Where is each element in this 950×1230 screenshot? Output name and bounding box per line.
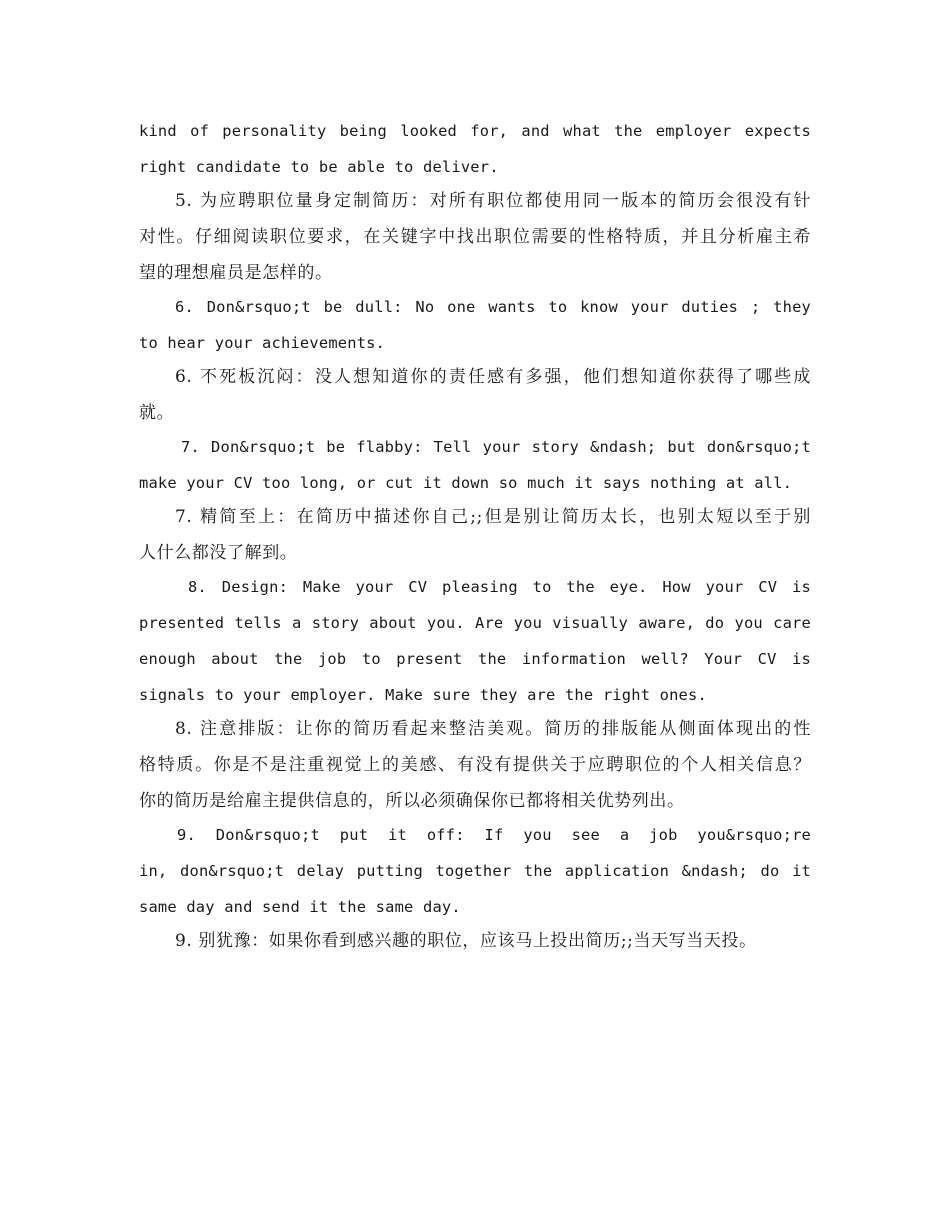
text-line: to hear your achievements. <box>139 334 386 352</box>
text-line: 格特质。你是不是注重视觉上的美感、有没有提供关于应聘职位的个人相关信息？ <box>139 755 811 775</box>
text-line: make your CV too long, or cut it down so much it says nothing at all. <box>139 474 793 492</box>
text-line: 人什么都没了解到。 <box>139 543 298 563</box>
text-line: 6. Don&rsquo;t be dull: No one wants to know your duties ; they <box>175 298 811 316</box>
text-line: enough about the job to present the information well? Your CV is <box>139 650 811 668</box>
text-line: 就。 <box>139 403 175 423</box>
text-line: in, don&rsquo;t delay putting together the application &ndash; do it <box>139 862 811 880</box>
text-line: right candidate to be able to deliver. <box>139 158 499 176</box>
text-line: 望的理想雇员是怎样的。 <box>139 263 333 283</box>
text-line: 9. 别犹豫：如果你看到感兴趣的职位，应该马上投出简历;;当天写当天投。 <box>175 931 757 951</box>
text-line: 9. Don&rsquo;t put it off: If you see a job you&rsquo;re <box>177 826 811 844</box>
text-line: 你的简历是给雇主提供信息的，所以必须确保你已都将相关优势列出。 <box>139 791 685 811</box>
text-line: 7. Don&rsquo;t be flabby: Tell your story &ndash; but don&rsquo;t <box>181 438 811 456</box>
text-line: 5. 为应聘职位量身定制简历：对所有职位都使用同一版本的简历会很没有针 <box>175 191 811 211</box>
text-line: 8. 注意排版：让你的简历看起来整洁美观。简历的排版能从侧面体现出的性 <box>175 719 811 739</box>
text-line: 8. Design: Make your CV pleasing to the eye. How your CV is <box>188 578 811 596</box>
text-line: 对性。仔细阅读职位要求，在关键字中找出职位需要的性格特质，并且分析雇主希 <box>139 227 811 247</box>
text-line: signals to your employer. Make sure they are the right ones. <box>139 686 707 704</box>
text-line: same day and send it the same day. <box>139 898 461 916</box>
text-line: 6. 不死板沉闷：没人想知道你的责任感有多强，他们想知道你获得了哪些成 <box>175 367 811 387</box>
text-line: 7. 精简至上：在简历中描述你自己;;但是别让简历太长，也别太短以至于别 <box>175 507 811 527</box>
text-line: kind of personality being looked for, and what the employer expects <box>139 122 811 140</box>
text-line: presented tells a story about you. Are you visually aware, do you care <box>139 614 811 632</box>
